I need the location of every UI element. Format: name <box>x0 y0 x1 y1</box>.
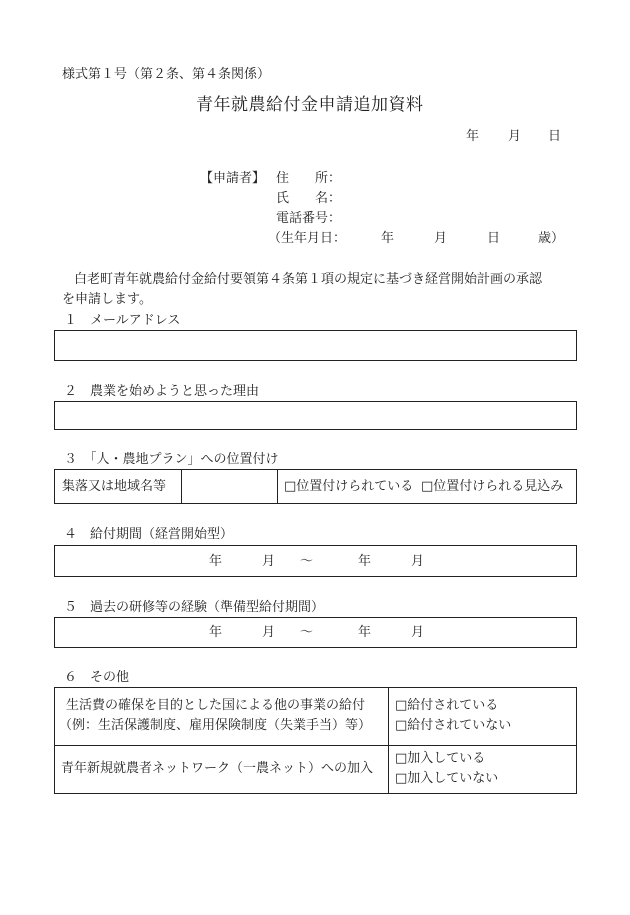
plan-position-table <box>54 469 577 504</box>
network-joined-checkbox[interactable]: □加入している <box>395 751 486 766</box>
other-benefit-line-2: （例：生活保護制度、雇用保険制度（失業手当）等） <box>59 718 372 733</box>
network-join-text: 青年新規就農者ネットワーク（一農ネット）への加入 <box>61 761 374 776</box>
divider <box>181 470 182 503</box>
benefit-not-received-checkbox[interactable]: □給付されていない <box>395 718 512 733</box>
area-name-label: 集落又は地域名等 <box>62 479 167 494</box>
training-period-field[interactable] <box>54 617 577 648</box>
training-end-month: 月 <box>411 625 425 640</box>
email-field[interactable] <box>54 330 577 361</box>
benefit-received-checkbox[interactable]: □給付されている <box>395 698 499 713</box>
birthdate-year: 年 <box>381 231 395 246</box>
network-not-joined-checkbox[interactable]: □加入していない <box>395 771 499 786</box>
section-4-heading: ４ 給付期間（経営開始型） <box>64 527 234 542</box>
period-tilde: ～ <box>300 554 314 569</box>
section-1-heading: １ メールアドレス <box>64 313 181 328</box>
farming-reason-field[interactable] <box>54 401 577 430</box>
form-number: 様式第１号（第２条、第４条関係） <box>62 67 271 82</box>
birthdate-day: 日 <box>487 231 501 246</box>
section-5-heading: ５ 過去の研修等の経験（準備型給付期間） <box>64 600 325 615</box>
date-month-label: 月 <box>508 129 522 144</box>
intro-line-1: 白老町青年就農給付金給付要領第４条第１項の規定に基づき経営開始計画の承認 <box>74 272 543 287</box>
period-start-month: 月 <box>262 554 276 569</box>
training-end-year: 年 <box>358 625 372 640</box>
birthdate-month: 月 <box>434 231 448 246</box>
training-start-year: 年 <box>209 625 223 640</box>
divider <box>388 688 389 793</box>
divider <box>55 745 576 746</box>
section-2-heading: ２ 農業を始めようと思った理由 <box>64 384 260 399</box>
period-end-month: 月 <box>411 554 425 569</box>
training-tilde: ～ <box>300 625 314 640</box>
applicant-label: 【申請者】 <box>200 171 266 186</box>
birthdate-open: （生年月日： <box>268 231 347 246</box>
date-day-label: 日 <box>548 129 562 144</box>
intro-line-2: を申請します。 <box>62 292 152 307</box>
phone-label: 電話番号： <box>276 211 342 226</box>
period-end-year: 年 <box>358 554 372 569</box>
name-label: 氏 名： <box>276 191 342 206</box>
birthdate-age: 歳） <box>538 231 565 246</box>
other-table <box>54 687 577 794</box>
training-start-month: 月 <box>262 625 276 640</box>
section-3-heading: ３ 「人・農地プラン」への位置付け <box>64 452 279 467</box>
option-expected-checkbox[interactable]: □位置付けられる見込み <box>421 479 564 494</box>
date-year-label: 年 <box>466 129 480 144</box>
area-name-input[interactable] <box>189 478 269 496</box>
section-6-heading: ６ その他 <box>64 670 130 685</box>
address-label: 住 所： <box>276 171 342 186</box>
benefit-period-field[interactable] <box>54 545 577 577</box>
page-title: 青年就農給付金申請追加資料 <box>196 95 424 115</box>
other-benefit-line-1: 生活費の確保を目的とした国による他の事業の給付 <box>66 698 366 713</box>
option-positioned-checkbox[interactable]: □位置付けられている <box>284 479 414 494</box>
period-start-year: 年 <box>209 554 223 569</box>
divider <box>277 470 278 503</box>
